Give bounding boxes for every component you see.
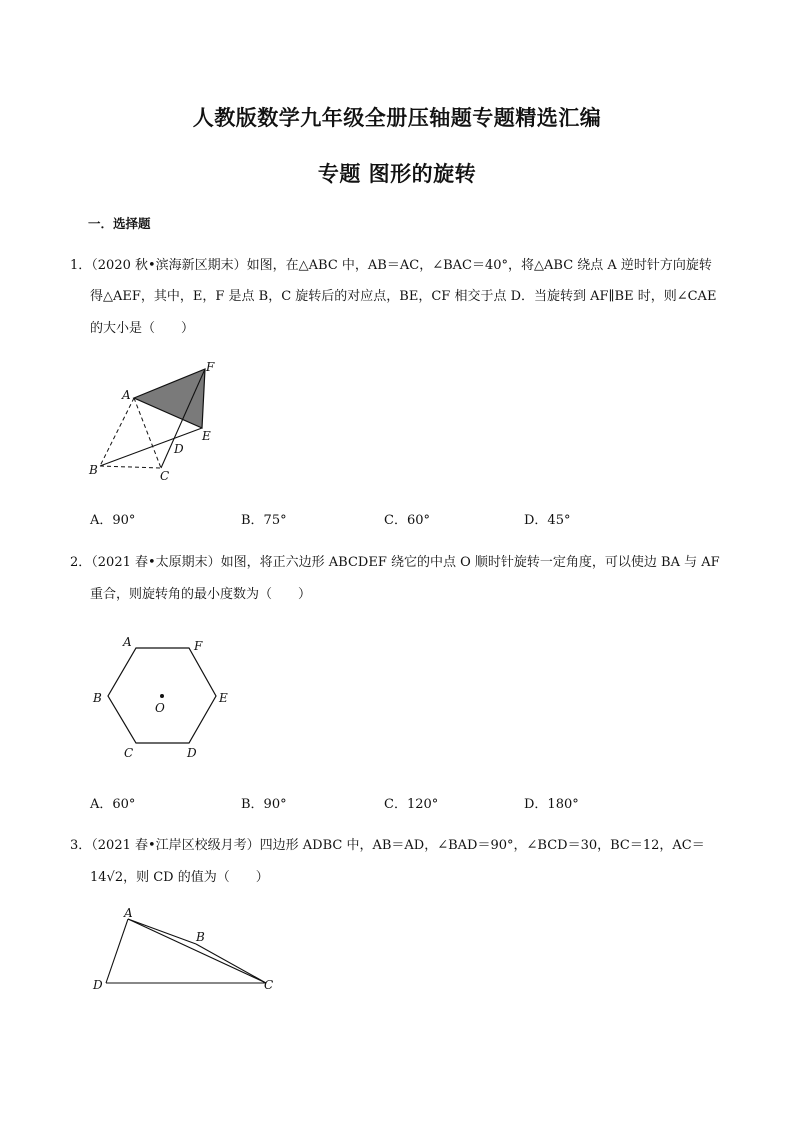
question-1-option-a[interactable]: A．90°: [90, 513, 136, 528]
label-a: A: [122, 388, 131, 402]
question-2-option-a[interactable]: A．60°: [90, 797, 136, 812]
label-c: C: [264, 978, 274, 992]
label-e: E: [219, 691, 228, 705]
segment-ab: [128, 919, 196, 944]
question-1-line-1: 1．（2020 秋•滨海新区期末）如图，在△ABC 中，AB＝AC，∠BAC＝40°，将△ABC 绕点 A 逆时针方向旋转: [70, 258, 712, 273]
question-2-option-d[interactable]: D．180°: [524, 797, 579, 812]
label-c: C: [124, 746, 134, 760]
question-3-figure: [88, 902, 288, 997]
label-d: D: [187, 746, 197, 760]
label-b: B: [93, 691, 102, 705]
label-a: A: [123, 635, 132, 649]
segment-ad: [106, 919, 128, 983]
question-2-line-1: 2．（2021 春•太原期末）如图，将正六边形 ABCDEF 绕它的中点 O 顺时针旋转一定角度，可以使边 BA 与 AF: [70, 555, 720, 570]
document-title: 人教版数学九年级全册压轴题专题精选汇编: [192, 106, 602, 130]
label-b: B: [196, 930, 205, 944]
question-1-figure: [80, 355, 240, 485]
label-f: F: [206, 360, 215, 374]
question-1-option-b[interactable]: B．75°: [241, 513, 287, 528]
question-2-line-2: 重合，则旋转角的最小度数为（ ）: [90, 587, 312, 602]
label-o: O: [155, 701, 165, 715]
question-2-figure: [85, 630, 235, 762]
label-d: D: [93, 978, 103, 992]
center-point-o: [160, 694, 164, 698]
question-1-line-2: 得△AEF，其中，E，F 是点 B，C 旋转后的对应点，BE，CF 相交于点 D．当旋转到 AF∥BE 时，则∠CAE: [90, 289, 717, 304]
label-e: E: [202, 429, 211, 443]
question-3-line-1: 3．（2021 春•江岸区校级月考）四边形 ADBC 中，AB＝AD，∠BAD＝90°，∠BCD＝30，BC＝12，AC＝: [70, 838, 705, 853]
question-3-line-2: 14√2，则 CD 的值为（ ）: [90, 870, 269, 885]
label-d: D: [174, 442, 184, 456]
question-2-option-b[interactable]: B．90°: [241, 797, 287, 812]
section-heading: 一．选择题: [88, 216, 151, 231]
triangle-aef-shaded: [134, 369, 205, 428]
label-a: A: [124, 906, 133, 920]
segment-be: [100, 428, 202, 466]
segment-bc-dashed: [100, 466, 161, 468]
question-1-option-c[interactable]: C．60°: [384, 513, 430, 528]
segment-ac: [128, 919, 266, 983]
question-1-option-d[interactable]: D．45°: [524, 513, 571, 528]
label-b: B: [89, 463, 98, 477]
label-c: C: [160, 469, 170, 483]
question-2-option-c[interactable]: C．120°: [384, 797, 439, 812]
label-f: F: [194, 639, 203, 653]
segment-bc: [196, 944, 266, 983]
document-subtitle: 专题 图形的旋转: [317, 162, 477, 186]
question-1-line-3: 的大小是（ ）: [90, 321, 195, 336]
